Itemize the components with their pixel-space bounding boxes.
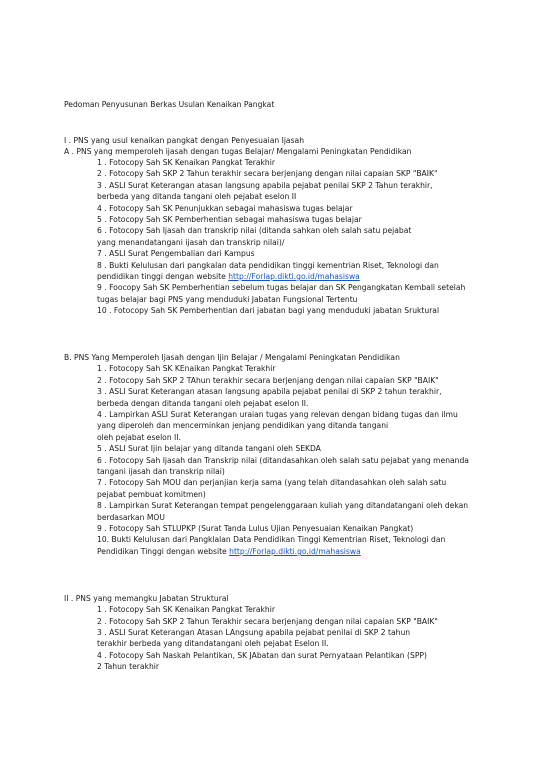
forlap-dikti-link[interactable]: http://Forlap.dikti.go.id/mahasiswa [228, 272, 360, 281]
list-item: 3 . ASLI Surat Keterangan atasan langsung apabila pejabat penilai SKP 2 Tahun terakhir, [97, 181, 433, 190]
list-item-continuation: pejabat pembuat komitmen) [97, 490, 206, 499]
list-item-text: Pendidikan Tinggi dengan website [97, 547, 230, 556]
list-item: 8 . Lampirkan Surat Keterangan tempat pengelenggaraan kuliah yang ditandatangani oleh dekan [97, 501, 469, 510]
list-item-continuation [97, 546, 361, 557]
section-1b-heading: B. PNS Yang Memperoleh Ijasah dengan Ijin Belajar / Mengalami Peningkatan Pendidikan [64, 353, 400, 362]
list-item: 10 . Fotocopy Sah SK Pemberhentian dari jabatan bagi yang menduduki jabatan Sruktural [97, 306, 440, 315]
section-1-heading: I . PNS yang usul kenaikan pangkat dengan Penyesuaian Ijasah [64, 136, 305, 145]
list-item: 5 . ASLI Surat Ijin belajar yang ditanda tangani oleh SEKDA [97, 444, 321, 453]
list-item-continuation: yang diperoleh dan mencerminkan jenjang pendidikan yang ditanda tangani [97, 421, 389, 430]
list-item: 1 . Fotocopy Sah SK Kenaikan Pangkat Terakhir [97, 605, 275, 614]
list-item-continuation [97, 271, 360, 282]
list-item-continuation: tugas belajar bagi PNS yang menduduki Jabatan Fungsional Tertentu [97, 295, 358, 304]
list-item: 2 . Fotocopy Sah SKP 2 Tahun terakhir secara berjenjang dengan nilai capaian SKP "BAIK" [97, 169, 438, 178]
document-title: Pedoman Penyusunan Berkas Usulan Kenaikan Pangkat [64, 100, 275, 109]
list-item-continuation: tangani ijasah dan transkrip nilai) [97, 467, 225, 476]
list-item-continuation: oleh pejabat eselon II. [97, 433, 181, 442]
list-item-continuation: 2 Tahun terakhir [97, 662, 159, 671]
forlap-dikti-link[interactable]: http://Forlap.dikti.go.id/mahasiswa [229, 547, 361, 556]
list-item-continuation: berbeda dengan ditanda tangani oleh pejabat eselon II. [97, 399, 309, 408]
list-item: 3 . ASLI Surat Keterangan atasan langsung apabila pejabat penilai di SKP 2 tahun terakhir, [97, 387, 442, 396]
list-item: 5 . Fotocopy Sah SK Pemberhentian sebagai mahasiswa tugas belajar [97, 215, 362, 224]
list-item-continuation: berbeda yang ditanda tangani oleh pejabat eselon II [97, 192, 297, 201]
list-item: 9 . Foocopy Sah SK Pemberhentian sebelum tugas belajar dan SK Pengangkatan Kembali setelah [97, 283, 466, 292]
list-item: 9 . Fotocopy Sah STLUPKP (Surat Tanda Lulus Ujian Penyesuaian Kenaikan Pangkat) [97, 524, 414, 533]
list-item: 7 . Fotocopy Sah MOU dan perjanjian kerja sama (yang telah ditandasahkan oleh salah satu [97, 478, 447, 487]
section-1a-heading: A . PNS yang memperoleh ijasah dengan tugas Belajar/ Mengalami Peningkatan Pendidikan [64, 147, 412, 156]
list-item: 3 . ASLI Surat Keterangan Atasan LAngsung apabila pejabat penilai di SKP 2 tahun [97, 628, 411, 637]
list-item: 2 . Fotocopy Sah SKP 2 Tahun Terakhir secara berjenjang dengan nilai capaian SKP "BAIK" [97, 617, 438, 626]
list-item-continuation: yang menandatangani ijasah dan transkrip nilai)/ [97, 238, 285, 247]
list-item-text: pendidikan tinggi dengan website [97, 272, 229, 281]
list-item: 4 . Lampirkan ASLI Surat Keterangan uraian tugas yang relevan dengan bidang tugas dan ilmu [97, 410, 458, 419]
list-item: 1 . Fotocopy Sah SK Kenaikan Pangkat Terakhir [97, 158, 275, 167]
list-item: 4 . Fotocopy Sah Naskah Pelantikan, SK JAbatan dan surat Pernyataan Pelantikan (SPP) [97, 651, 427, 660]
list-item: 6 . Fotocopy Sah Ijasah dan Transkrip nilai (ditandasahkan oleh salah satu pejabat yang menanda [97, 456, 469, 465]
section-2-heading: II . PNS yang memangku Jabatan Struktural [64, 594, 229, 603]
list-item: 8 . Bukti Kelulusan dari pangkalan data pendidikan tinggi kementrian Riset, Teknologi dan [97, 261, 439, 270]
list-item: 1 . Fotocopy Sah SK KEnaikan Pangkat Terakhir [97, 364, 276, 373]
list-item: 6 . Fotocopy Sah Ijasah dan transkrip nilai (ditanda sahkan oleh salah satu pejabat [97, 226, 412, 235]
list-item: 10. Bukti Kelulusan dari Pangklalan Data Pendidikan Tinggi Kementrian Riset, Teknologi dan [97, 535, 446, 544]
list-item: 4 . Fotocopy Sah SK Penunjukkan sebagai mahasiswa tugas belajar [97, 204, 353, 213]
list-item: 2 . Fotocopy Sah SKP 2 TAhun terakhir secara berjenjang dengan nilai capaian SKP "BAIK" [97, 376, 439, 385]
list-item-continuation: berdasarkan MOU [97, 513, 165, 522]
list-item: 7 . ASLI Surat Pengembalian dari Kampus [97, 249, 255, 258]
list-item-continuation: terakhir berbeda yang ditandatangani oleh pejabat Eselon II. [97, 639, 329, 648]
